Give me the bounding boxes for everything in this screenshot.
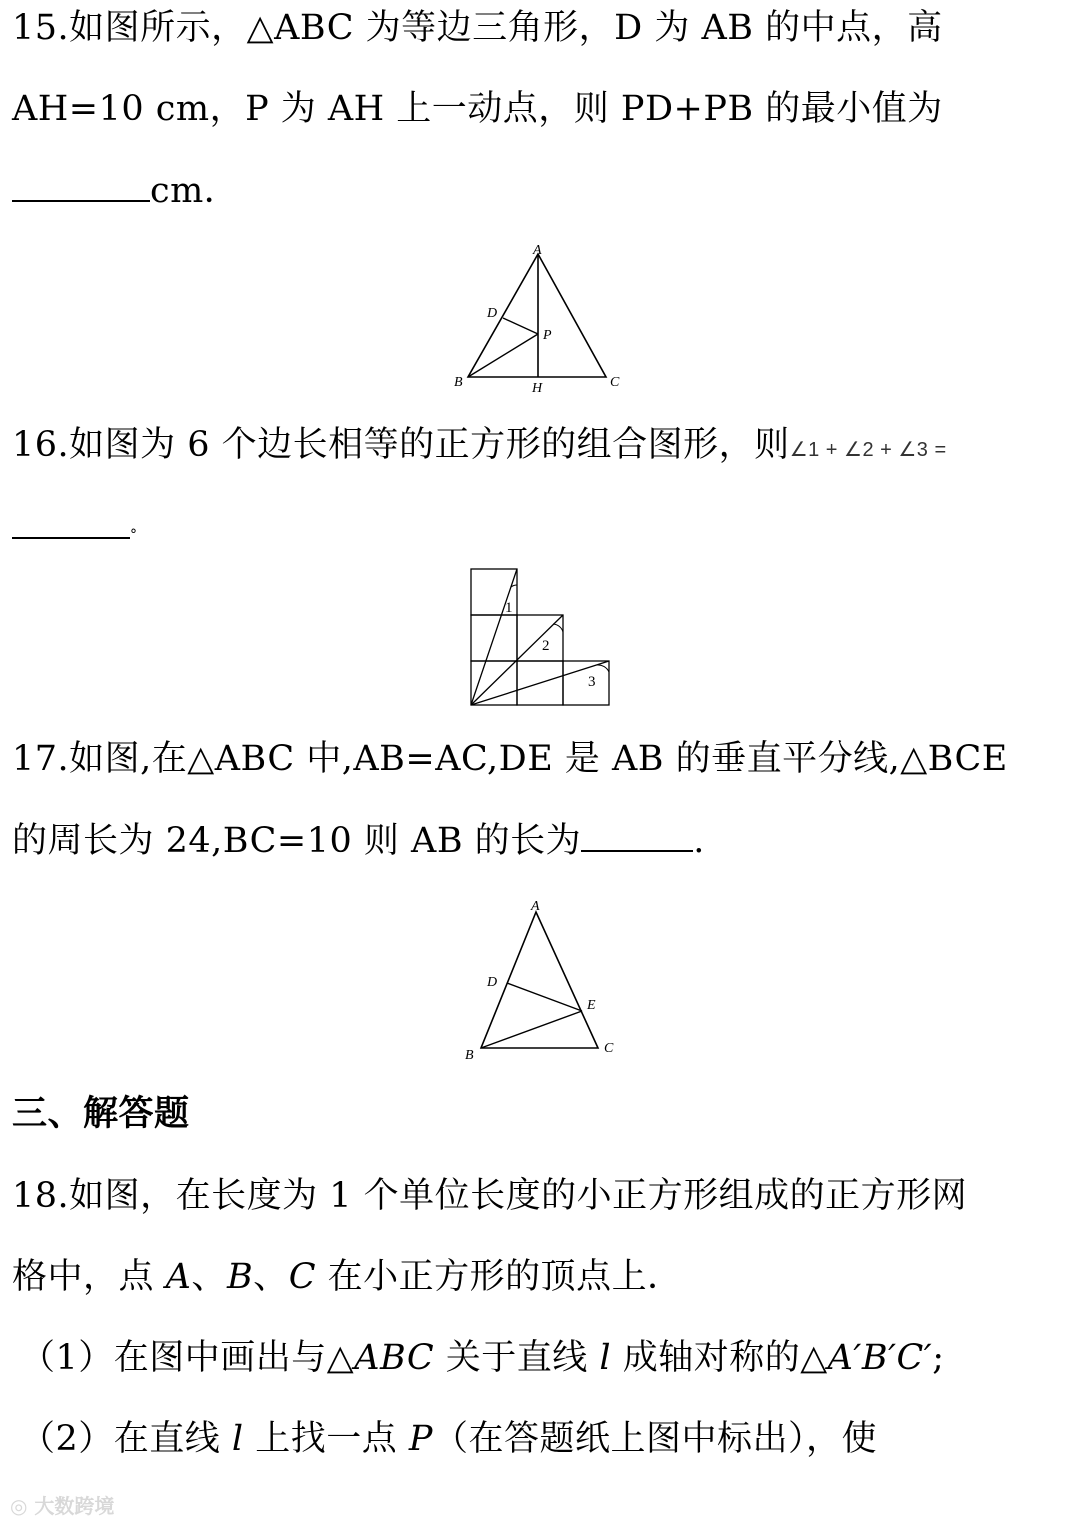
separator: 、: [191, 1257, 227, 1297]
label-d: D: [487, 306, 498, 321]
label-h: H: [532, 381, 543, 396]
line-l: l: [599, 1338, 612, 1378]
q15-line-2: AH=10 cm，P 为 AH 上一动点，则 PD+PB 的最小值为: [12, 89, 943, 129]
q18-sub-2: [20, 1417, 877, 1461]
q18-line-1: 18.如图，在长度为 1 个单位长度的小正方形组成的正方形网: [12, 1176, 968, 1216]
q16-figure: [460, 560, 620, 712]
segment-be: [481, 1011, 582, 1048]
q16-line-1: [12, 423, 947, 472]
label-b: B: [454, 375, 463, 390]
q16-degree: °: [130, 527, 138, 543]
angle-arc-3: [597, 665, 609, 672]
q17-figure: [450, 893, 630, 1065]
label-a: A: [533, 243, 542, 258]
line-l: l: [231, 1419, 244, 1459]
label-c: C: [604, 1041, 614, 1056]
triangle-abc: [481, 912, 598, 1048]
angle-arc-2: [553, 624, 563, 632]
q15-line-1: 15.如图所示，△ABC 为等边三角形，D 为 AB 的中点，高: [12, 8, 943, 48]
point-b: B: [226, 1257, 254, 1297]
q18-line-2: [12, 1255, 683, 1299]
label-e: E: [587, 998, 596, 1013]
label-c: C: [610, 375, 620, 390]
q17-line-1: 17.如图,在△ABC 中,AB=AC,DE 是 AB 的垂直平分线,△BCE: [12, 739, 1008, 779]
point-c: C: [288, 1257, 316, 1297]
label-p: P: [543, 328, 552, 343]
watermark-logo-icon: ◎: [10, 1494, 28, 1518]
q18-text: 格中，点: [12, 1257, 166, 1297]
watermark: [10, 1490, 114, 1519]
answer-blank[interactable]: [581, 818, 693, 852]
q15-end: ．: [203, 171, 240, 211]
q15-unit: cm: [150, 171, 204, 211]
q18-sub2-text: （2）在直线: [20, 1419, 232, 1459]
label-b: B: [465, 1048, 474, 1063]
section-heading: 三、解答题: [12, 1094, 190, 1134]
q18-sub1-text: 关于直线: [434, 1338, 600, 1378]
q17-text: 的周长为 24,BC=10 则 AB 的长为: [12, 821, 582, 861]
q16-angle-expression: ∠1 + ∠2 + ∠3 =: [789, 439, 947, 461]
label-a: A: [531, 899, 540, 914]
q17-line-2: [12, 818, 705, 863]
q18-sub1-text: ;: [932, 1338, 945, 1378]
label-d: D: [487, 975, 498, 990]
q18-sub-1: [20, 1336, 945, 1380]
angle-label-3: 3: [588, 674, 596, 690]
q18-sub1-text: （1）在图中画出与△: [20, 1338, 355, 1378]
q18-sub2-text: 上找一点: [243, 1419, 409, 1459]
point-p: P: [408, 1419, 433, 1459]
q15-figure: [440, 238, 640, 398]
q16-line-2: [12, 505, 138, 557]
separator: 、: [253, 1257, 289, 1297]
q17-end: .: [693, 821, 705, 861]
angle-label-2: 2: [542, 638, 550, 654]
q15-line-3: [12, 168, 239, 213]
watermark-text: 大数跨境: [34, 1494, 115, 1518]
q18-text: 在小正方形的顶点上．: [315, 1257, 683, 1297]
q16-text: 16.如图为 6 个边长相等的正方形的组合图形，则: [12, 425, 790, 465]
answer-blank[interactable]: [12, 505, 130, 539]
diagonal-1: [471, 569, 517, 705]
triangle-prime-name: A′B′C′: [827, 1338, 933, 1378]
segment-pb: [468, 334, 538, 377]
triangle-name: ABC: [354, 1338, 435, 1378]
q18-sub2-text: （在答题纸上图中标出），使: [432, 1419, 877, 1459]
angle-label-1: 1: [505, 600, 513, 616]
point-a: A: [165, 1257, 192, 1297]
segment-pd: [503, 318, 538, 334]
answer-blank[interactable]: [12, 168, 150, 202]
q18-sub1-text: 成轴对称的△: [611, 1338, 828, 1378]
